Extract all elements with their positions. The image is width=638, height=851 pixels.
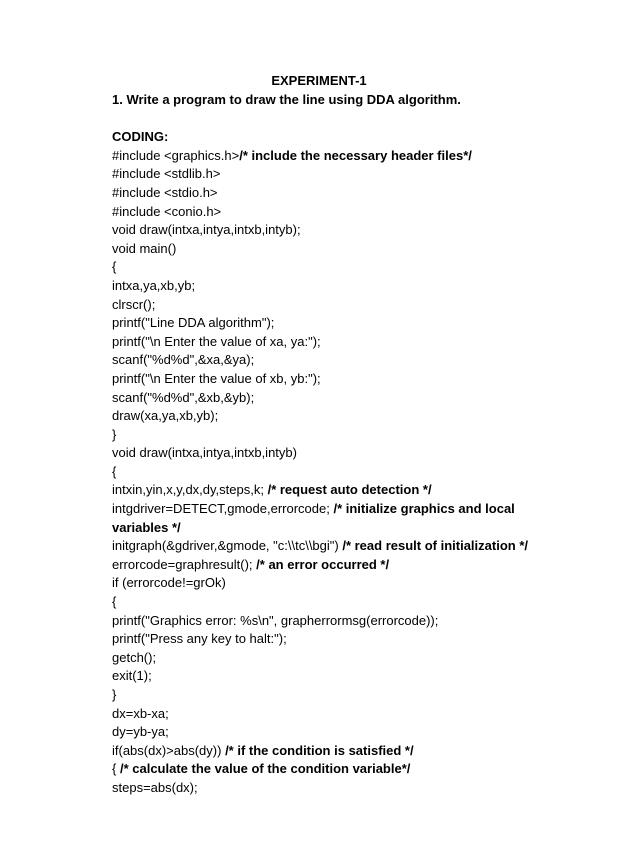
- code-text: printf("\n Enter the value of xa, ya:");: [112, 333, 321, 349]
- document-body: [112, 91, 582, 798]
- code-line: [112, 667, 582, 686]
- code-text: void draw(intxa,intya,intxb,intyb): [112, 445, 297, 461]
- code-comment: /* if the condition is satisfied */: [225, 742, 414, 758]
- coding-heading: [112, 128, 582, 147]
- code-text: }: [112, 687, 117, 702]
- code-text: dx=xb-xa;: [112, 705, 169, 721]
- code-text: getch();: [112, 649, 157, 665]
- code-line: [112, 649, 582, 668]
- code-text: scanf("%d%d",&xa,&ya);: [112, 352, 255, 368]
- code-line: [112, 686, 582, 705]
- code-text: clrscr();: [112, 296, 156, 312]
- code-listing: [112, 147, 582, 798]
- code-line: [112, 444, 582, 463]
- code-text: exit(1);: [112, 668, 152, 684]
- code-text: intxa,ya,xb,yb;: [112, 277, 196, 293]
- code-line: [112, 426, 582, 445]
- code-text: printf("\n Enter the value of xb, yb:");: [112, 370, 321, 386]
- code-comment: /* initialize graphics and local: [333, 501, 515, 517]
- code-comment: /* calculate the value of the condition variable*/: [119, 761, 411, 777]
- code-text: #include <stdio.h>: [112, 184, 218, 200]
- code-line: [112, 519, 582, 538]
- code-line: [112, 221, 582, 240]
- code-line: [112, 742, 582, 761]
- code-line: [112, 481, 582, 500]
- code-line: [112, 556, 582, 575]
- code-line: [112, 593, 582, 612]
- coding-heading-text: CODING:: [112, 129, 169, 145]
- code-text: errorcode=graphresult();: [112, 556, 257, 572]
- code-comment: variables */: [112, 519, 181, 535]
- code-text: if (errorcode!=grOk): [112, 575, 226, 591]
- code-line: [112, 630, 582, 649]
- code-line: [112, 184, 582, 203]
- code-line: [112, 760, 582, 779]
- code-line: [112, 258, 582, 277]
- code-line: [112, 537, 582, 556]
- question-label: 1. Write a program to draw the line using DDA algorithm.: [112, 92, 461, 107]
- code-text: #include <conio.h>: [112, 203, 222, 219]
- code-text: intgdriver=DETECT,gmode,errorcode;: [112, 501, 334, 517]
- code-line: [112, 147, 582, 166]
- code-comment: /* read result of initialization */: [342, 538, 528, 554]
- code-line: [112, 705, 582, 724]
- code-line: [112, 370, 582, 389]
- code-line: [112, 203, 582, 222]
- code-text: printf("Graphics error: %s\n", grapherrormsg(errorcode));: [112, 612, 439, 628]
- code-comment: /* an error occurred */: [256, 556, 390, 572]
- code-comment: /* include the necessary header files*/: [239, 147, 472, 163]
- code-line: [112, 296, 582, 315]
- code-text: draw(xa,ya,xb,yb);: [112, 408, 219, 424]
- code-text: dy=yb-ya;: [112, 724, 169, 740]
- code-line: [112, 277, 582, 296]
- code-line: [112, 389, 582, 408]
- code-text: intxin,yin,x,y,dx,dy,steps,k;: [112, 482, 268, 498]
- page-title: EXPERIMENT-1: [271, 73, 367, 88]
- code-text: {: [112, 463, 117, 479]
- code-line: [112, 463, 582, 482]
- code-text: {: [112, 761, 120, 777]
- code-line: [112, 723, 582, 742]
- code-text: printf("Line DDA algorithm");: [112, 315, 275, 331]
- code-line: [112, 407, 582, 426]
- code-text: initgraph(&gdriver,&gmode, "c:\\tc\\bgi"): [112, 538, 343, 554]
- code-text: scanf("%d%d",&xb,&yb);: [112, 389, 255, 405]
- code-line: [112, 500, 582, 519]
- code-line: [112, 333, 582, 352]
- code-line: [112, 779, 582, 798]
- blank-line: [112, 110, 582, 129]
- code-line: [112, 165, 582, 184]
- code-text: #include <stdlib.h>: [112, 166, 221, 182]
- code-line: [112, 612, 582, 631]
- code-text: void draw(intxa,intya,intxb,intyb);: [112, 222, 301, 238]
- code-text: steps=abs(dx);: [112, 779, 198, 795]
- code-text: #include <graphics.h>: [112, 147, 240, 163]
- code-line: [112, 240, 582, 259]
- code-line: [112, 574, 582, 593]
- code-line: [112, 351, 582, 370]
- code-text: printf("Press any key to halt:");: [112, 631, 287, 647]
- code-comment: /* request auto detection */: [267, 482, 432, 498]
- code-text: {: [112, 259, 117, 275]
- code-text: }: [112, 426, 117, 442]
- code-line: [112, 314, 582, 333]
- code-text: void main(): [112, 240, 177, 256]
- question-text: [112, 91, 582, 110]
- code-text: {: [112, 594, 117, 610]
- code-text: if(abs(dx)>abs(dy)): [112, 742, 226, 758]
